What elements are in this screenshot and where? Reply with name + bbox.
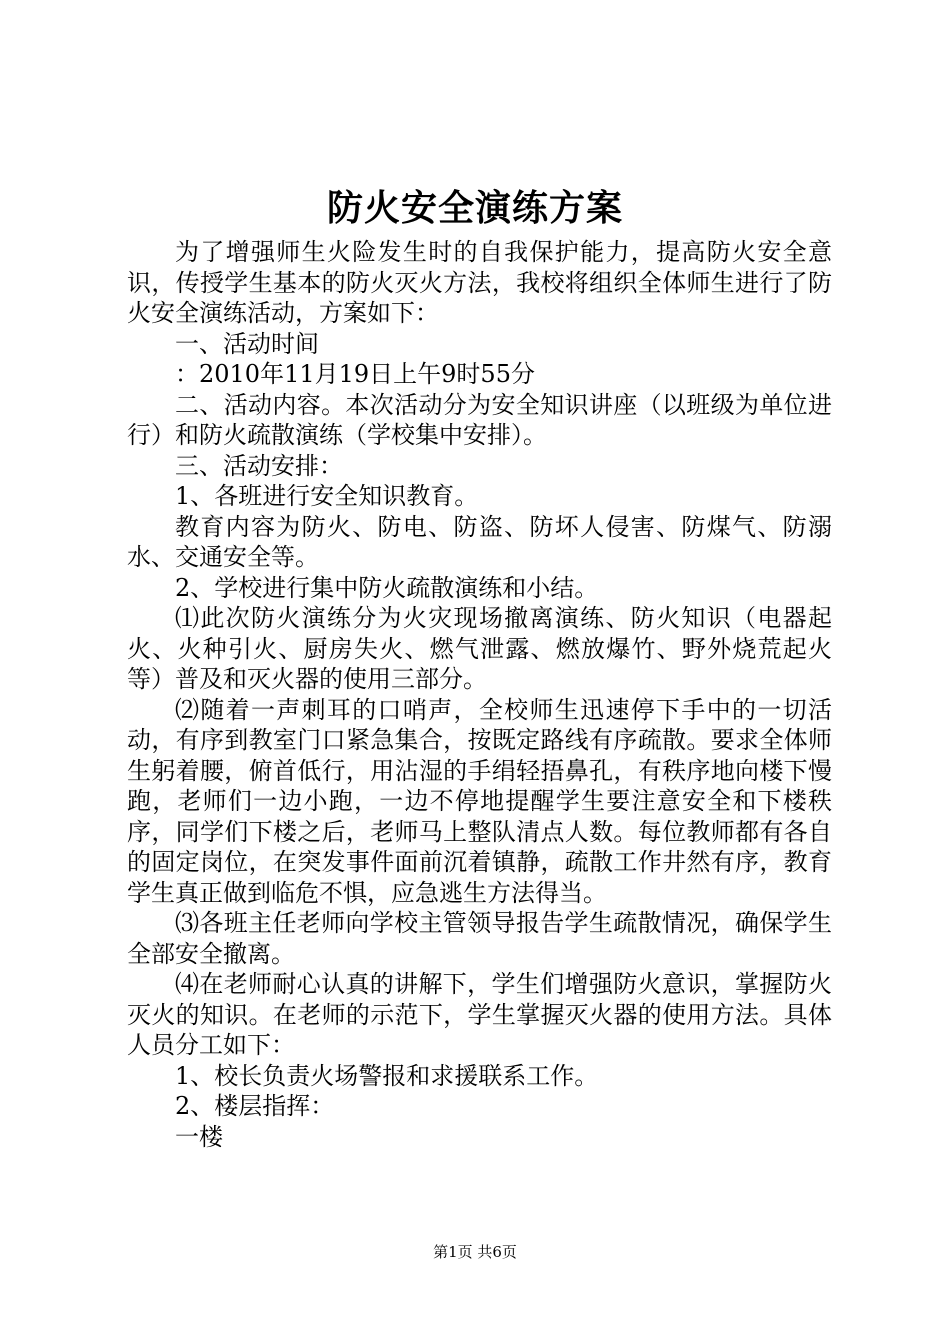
paragraph-drill-part-2: ⑵随着一声刺耳的口哨声，全校师生迅速停下手中的一切活动，有序到教室门口紧急集合，按既定路线有序疏散。要求全体师生躬着腰，俯首低行，用沾湿的手绢轻捂鼻孔，有秩序地向楼下慢跑，老师们一边小跑，一边不停地提醒学生要注意安全和下楼秩序，同学们下楼之后，老师马上整队清点人数。每位教师都有各自的固定岗位，在突发事件面前沉着镇静，疏散工作井然有序，教育学生真正做到临危不惧，应急逃生方法得当。	[127, 695, 832, 907]
list-item-principal: 1、校长负责火场警报和求援联系工作。	[175, 1061, 599, 1090]
paragraph-content: 二、活动内容。本次活动分为安全知识讲座（以班级为单位进行）和防火疏散演练（学校集中安排）。	[127, 390, 832, 449]
document-title: 防火安全演练方案	[326, 187, 623, 229]
paragraph-drill-part-3: ⑶各班主任老师向学校主管领导报告学生疏散情况，确保学生全部安全撤离。	[127, 909, 832, 968]
paragraph-drill-part-1: ⑴此次防火演练分为火灾现场撤离演练、防火知识（电器起火、火种引火、厨房失火、燃气泄露、燃放爆竹、野外烧荒起火等）普及和灭火器的使用三部分。	[127, 604, 832, 693]
list-item-evacuation-drill: 2、学校进行集中防火疏散演练和小结。	[175, 573, 599, 602]
paragraph-time: ：2010年11月19日上午9时55分	[175, 360, 535, 388]
list-item-safety-education: 1、各班进行安全知识教育。	[175, 482, 479, 510]
paragraph-intro: 为了增强师生火险发生时的自我保护能力，提高防火安全意识，传授学生基本的防火灭火方法，我校将组织全体师生进行了防火安全演练活动，方案如下：	[127, 238, 832, 327]
paragraph-first-floor: 一楼	[175, 1122, 223, 1151]
section-heading-time: 一、活动时间	[175, 329, 319, 358]
list-item-floor-command: 2、楼层指挥：	[175, 1092, 335, 1120]
paragraph-education-content: 教育内容为防火、防电、防盗、防坏人侵害、防煤气、防溺水、交通安全等。	[127, 512, 832, 571]
page-footer: 第1页 共6页	[433, 1243, 517, 1261]
paragraph-drill-part-4: ⑷在老师耐心认真的讲解下，学生们增强防火意识，掌握防火灭火的知识。在老师的示范下，学生掌握灭火器的使用方法。具体人员分工如下：	[127, 970, 832, 1059]
section-heading-arrangement: 三、活动安排：	[175, 451, 343, 480]
document-body	[127, 237, 832, 1152]
